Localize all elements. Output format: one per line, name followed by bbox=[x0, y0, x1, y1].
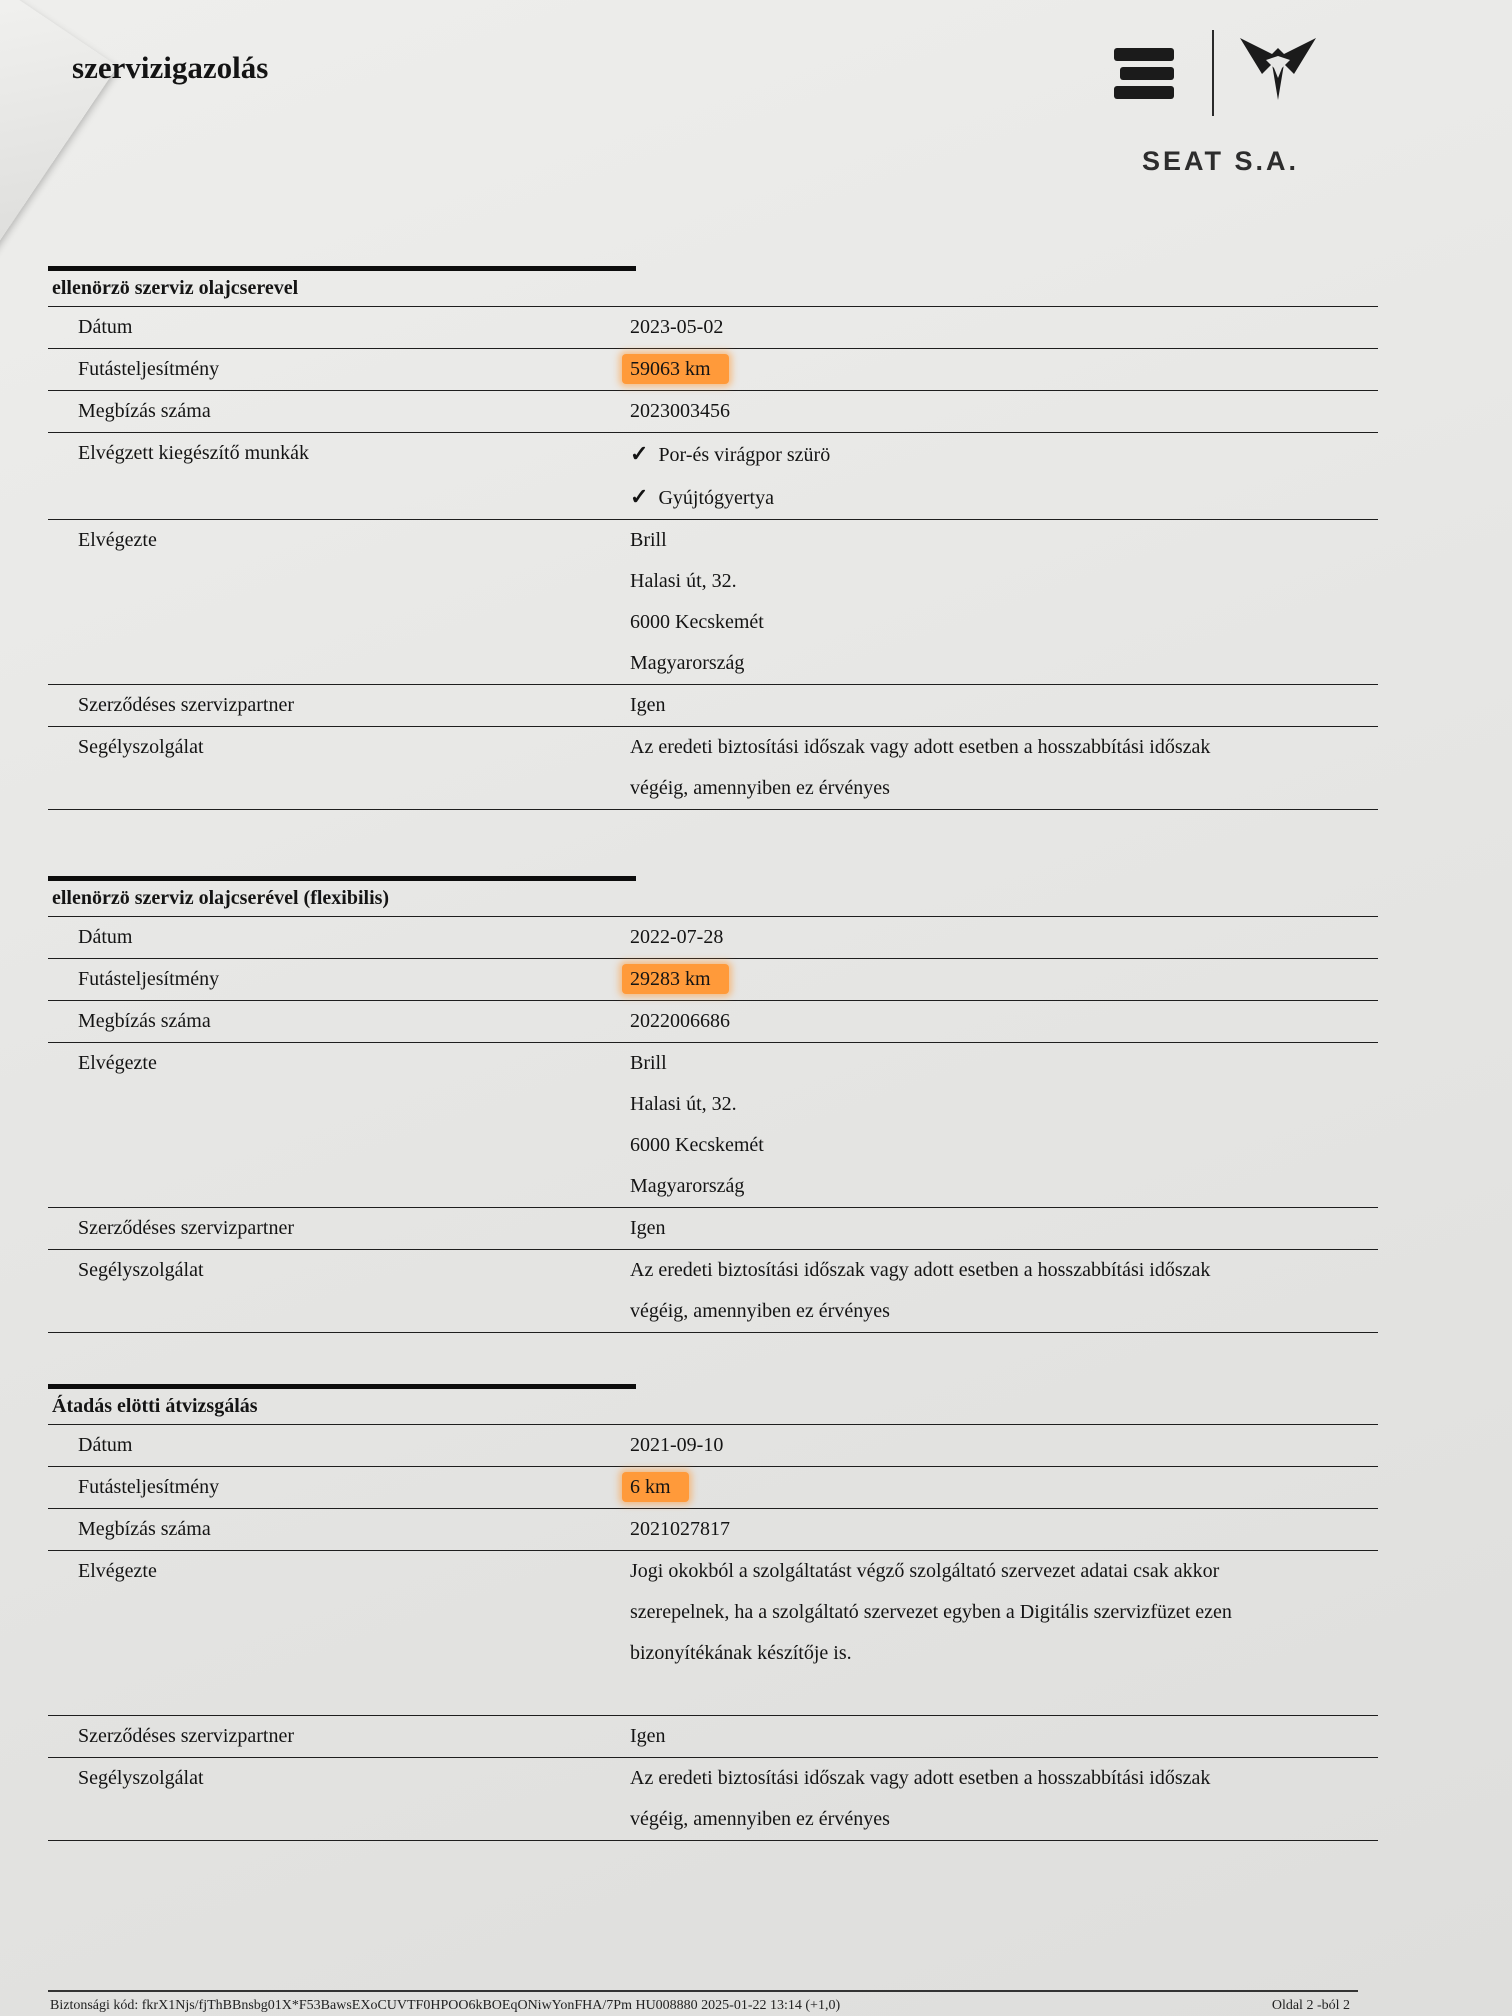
table-row bbox=[48, 1207, 1378, 1249]
brand-logos bbox=[1100, 26, 1340, 186]
value-line: Halasi út, 32. bbox=[630, 570, 737, 592]
row-label: Segélyszolgálat bbox=[78, 736, 204, 758]
row-value bbox=[630, 1425, 1378, 1466]
value-line: Az eredeti biztosítási időszak vagy adott esetben a hosszabbítási időszak bbox=[630, 1259, 1211, 1281]
value-line: 2023003456 bbox=[630, 400, 730, 422]
row-value bbox=[630, 433, 1378, 519]
value-line: végéig, amennyiben ez érvényes bbox=[630, 1808, 890, 1830]
security-code: Biztonsági kód: fkrX1Njs/fjThBBnsbg01X*F53BawsEXoCUVTF0HPOO6kBOEqONiwYonFHA/7Pm HU008880 2025-01-22 13:14 (+1,0) bbox=[50, 1998, 841, 2013]
service-table bbox=[48, 916, 1378, 1333]
row-label: Szerződéses szervizpartner bbox=[78, 1725, 294, 1747]
folded-corner bbox=[0, 0, 118, 282]
cupra-logo-icon bbox=[1236, 34, 1320, 104]
row-label: Dátum bbox=[78, 926, 133, 948]
value-line: Igen bbox=[630, 694, 666, 716]
mileage-value bbox=[630, 959, 1338, 1000]
table-row bbox=[48, 1466, 1378, 1508]
row-value bbox=[630, 307, 1378, 348]
value-line: Halasi út, 32. bbox=[630, 1093, 737, 1115]
section-title: ellenörzö szerviz olajcserevel bbox=[52, 277, 299, 299]
service-section bbox=[48, 266, 1378, 810]
table-row bbox=[48, 726, 1378, 810]
value-line: 6000 Kecskemét bbox=[630, 1134, 764, 1156]
row-value bbox=[630, 1043, 1378, 1207]
table-row bbox=[48, 1424, 1378, 1466]
mileage-highlight: 59063 km bbox=[622, 354, 729, 384]
value-line: Az eredeti biztosítási időszak vagy adott esetben a hosszabbítási időszak bbox=[630, 1767, 1211, 1789]
row-label: Dátum bbox=[78, 316, 133, 338]
value-line: Brill bbox=[630, 529, 667, 551]
value-line: 2021027817 bbox=[630, 1518, 730, 1540]
row-value bbox=[630, 1716, 1378, 1757]
row-value bbox=[630, 349, 1378, 390]
table-row bbox=[48, 1000, 1378, 1042]
row-label: Szerződéses szervizpartner bbox=[78, 1217, 294, 1239]
row-value bbox=[630, 1467, 1378, 1508]
section-title: Átadás elötti átvizsgálás bbox=[52, 1395, 258, 1417]
service-section bbox=[48, 876, 1378, 1333]
seat-logo-icon bbox=[1114, 48, 1174, 100]
footer bbox=[50, 1998, 1350, 2014]
row-label: Futásteljesítmény bbox=[78, 358, 220, 380]
company-name: SEAT S.A. bbox=[1142, 146, 1300, 176]
value-line: Magyarország bbox=[630, 652, 745, 674]
row-value bbox=[630, 1001, 1378, 1042]
row-value bbox=[630, 1208, 1378, 1249]
table-row bbox=[48, 1508, 1378, 1550]
service-table bbox=[48, 306, 1378, 810]
row-value bbox=[630, 959, 1378, 1000]
table-row bbox=[48, 390, 1378, 432]
row-label: Futásteljesítmény bbox=[78, 1476, 220, 1498]
row-label: Segélyszolgálat bbox=[78, 1767, 204, 1789]
value-line: Magyarország bbox=[630, 1175, 745, 1197]
row-value bbox=[630, 727, 1378, 809]
row-value bbox=[630, 391, 1378, 432]
checked-item: ✓ Por-és virágpor szürö bbox=[630, 433, 1338, 476]
value-line: Jogi okokból a szolgáltatást végző szolgáltató szervezet adatai csak akkor bbox=[630, 1560, 1220, 1582]
row-label: Szerződéses szervizpartner bbox=[78, 694, 294, 716]
mileage-highlight: 6 km bbox=[622, 1472, 689, 1502]
table-row bbox=[48, 519, 1378, 684]
value-line: Az eredeti biztosítási időszak vagy adott esetben a hosszabbítási időszak bbox=[630, 736, 1211, 758]
service-table bbox=[48, 1424, 1378, 1841]
value-line: végéig, amennyiben ez érvényes bbox=[630, 777, 890, 799]
value-line: Igen bbox=[630, 1217, 666, 1239]
page-number: Oldal 2 -ból 2 bbox=[1271, 1998, 1350, 2013]
row-label: Elvégezte bbox=[78, 529, 157, 551]
service-section bbox=[48, 1384, 1378, 1841]
section-title: ellenörzö szerviz olajcserével (flexibilis) bbox=[52, 887, 390, 909]
mileage-value bbox=[630, 1467, 1338, 1508]
table-row bbox=[48, 1715, 1378, 1757]
table-row bbox=[48, 916, 1378, 958]
table-row bbox=[48, 958, 1378, 1000]
value-line: 6000 Kecskemét bbox=[630, 611, 764, 633]
row-value bbox=[630, 1551, 1378, 1715]
value-line: bizonyítékának készítője is. bbox=[630, 1642, 852, 1664]
row-value bbox=[630, 685, 1378, 726]
row-label: Elvégezte bbox=[78, 1052, 157, 1074]
row-label: Megbízás száma bbox=[78, 1010, 211, 1032]
row-label: Segélyszolgálat bbox=[78, 1259, 204, 1281]
table-row bbox=[48, 1249, 1378, 1333]
value-line bbox=[630, 1674, 1338, 1715]
value-line: Brill bbox=[630, 1052, 667, 1074]
row-value bbox=[630, 520, 1378, 684]
row-label: Futásteljesítmény bbox=[78, 968, 220, 990]
value-line: 2021-09-10 bbox=[630, 1434, 724, 1456]
row-value bbox=[630, 1758, 1378, 1840]
mileage-value bbox=[630, 349, 1338, 390]
row-value bbox=[630, 1509, 1378, 1550]
table-row bbox=[48, 1757, 1378, 1841]
table-row bbox=[48, 306, 1378, 348]
row-label: Megbízás száma bbox=[78, 1518, 211, 1540]
value-line: 2023-05-02 bbox=[630, 316, 724, 338]
value-line: 2022-07-28 bbox=[630, 926, 724, 948]
page-title: szervizigazolás bbox=[72, 50, 269, 85]
row-value bbox=[630, 917, 1378, 958]
checked-item: ✓ Gyújtógyertya bbox=[630, 476, 1338, 519]
mileage-highlight: 29283 km bbox=[622, 964, 729, 994]
row-label: Dátum bbox=[78, 1434, 133, 1456]
value-line: 2022006686 bbox=[630, 1010, 730, 1032]
row-label: Elvégzett kiegészítő munkák bbox=[78, 442, 310, 464]
table-row bbox=[48, 1042, 1378, 1207]
row-label: Megbízás száma bbox=[78, 400, 211, 422]
table-row bbox=[48, 684, 1378, 726]
table-row bbox=[48, 1550, 1378, 1715]
value-line: Igen bbox=[630, 1725, 666, 1747]
value-line: végéig, amennyiben ez érvényes bbox=[630, 1300, 890, 1322]
row-value bbox=[630, 1250, 1378, 1332]
footer-divider bbox=[48, 1990, 1358, 1992]
logo-divider bbox=[1212, 30, 1214, 116]
value-line: szerepelnek, ha a szolgáltató szervezet egyben a Digitális szervizfüzet ezen bbox=[630, 1601, 1232, 1623]
table-row bbox=[48, 348, 1378, 390]
row-label: Elvégezte bbox=[78, 1560, 157, 1582]
table-row bbox=[48, 432, 1378, 519]
